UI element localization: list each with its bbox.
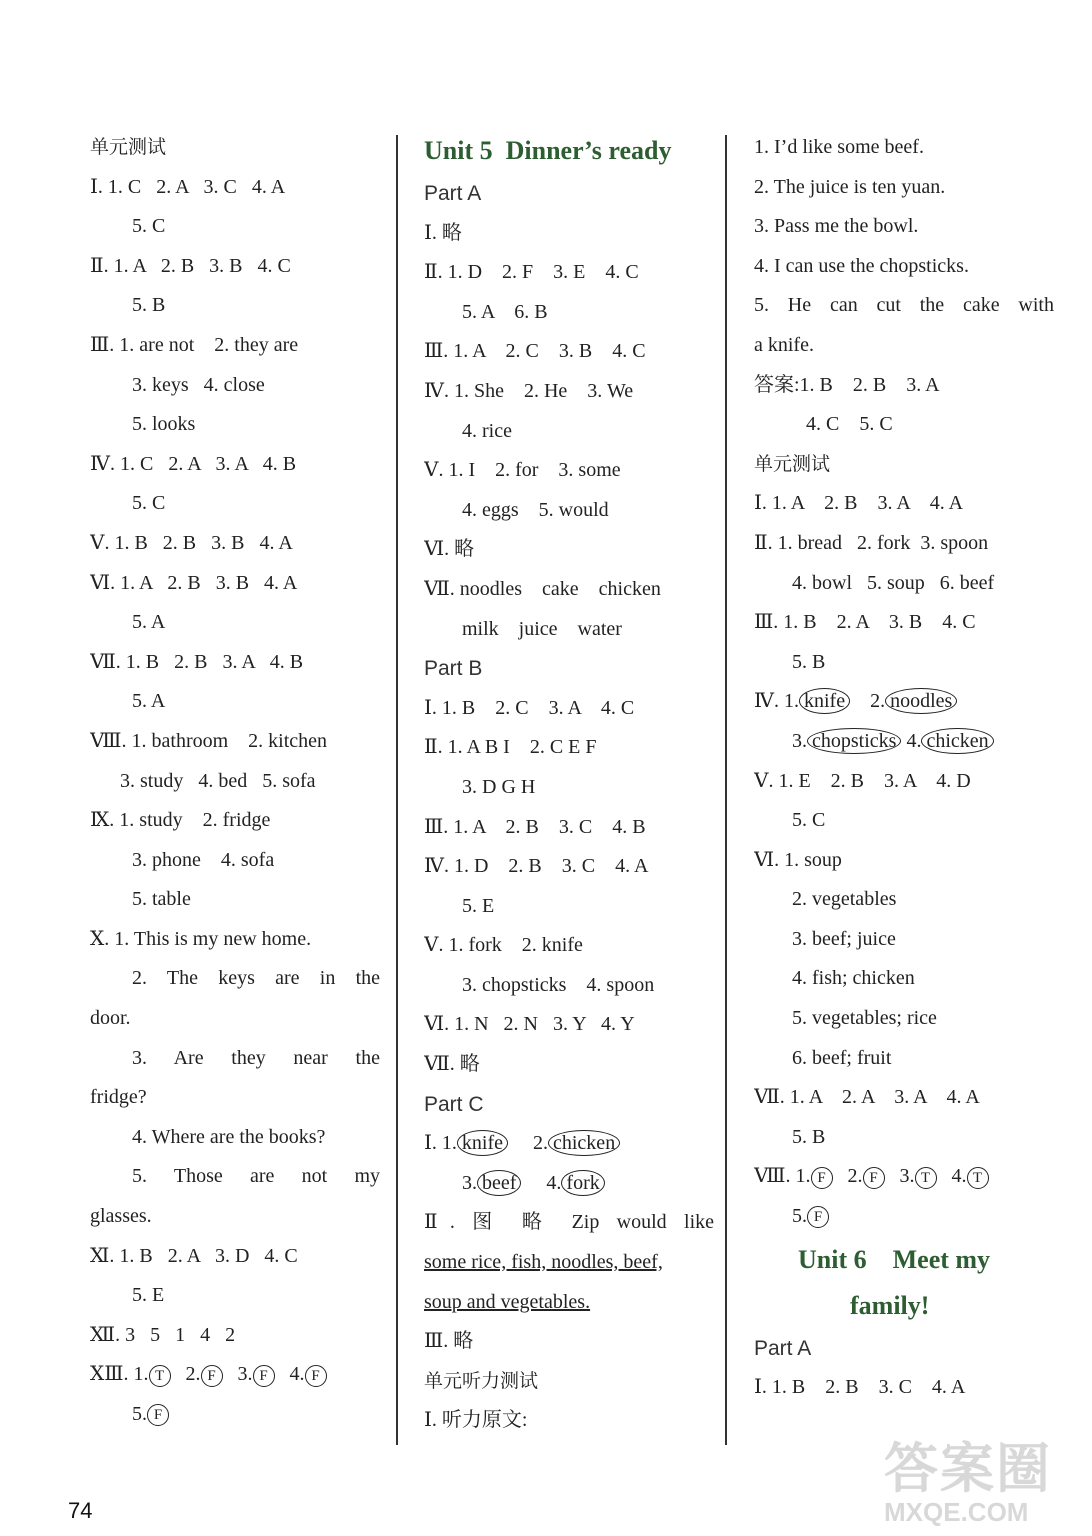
answer-number: Ⅷ. 1. [754, 1165, 811, 1188]
circled-letter: T [967, 1167, 989, 1189]
answer-line: a knife. [754, 333, 814, 356]
answer-line: Ⅵ. 1. A 2. B 3. B 4. A [90, 571, 298, 594]
column-divider-1 [396, 135, 398, 1445]
answer-line: 4. bowl 5. soup 6. beef [792, 571, 995, 594]
answer-line: Ⅶ. 1. B 2. B 3. A 4. B [90, 650, 304, 673]
answer-line: Ⅶ. 1. A 2. A 3. A 4. A [754, 1086, 980, 1109]
answer-line: Ⅲ. 1. are not 2. they are [90, 333, 299, 356]
answer-line: Ⅲ. 略 [424, 1330, 474, 1353]
answer-number: 4. [521, 1171, 562, 1194]
answer-line: Ⅶ. noodles cake chicken [424, 577, 661, 600]
page-number: 74 [68, 1498, 93, 1523]
answer-line: Ⅵ. 1. soup [754, 848, 842, 871]
circled-word: noodles [885, 688, 957, 714]
circled-word: chicken [548, 1130, 620, 1156]
answer-number: 3. [462, 1171, 477, 1194]
answer-line: Ⅶ. 略 [424, 1053, 480, 1076]
answer-line: 1. I’d like some beef. [754, 136, 924, 158]
answer-line: 3. Pass me the bowl. [754, 215, 919, 238]
answer-line: Unit 6 Meet my [798, 1244, 991, 1274]
answer-line: 2. The juice is ten yuan. [754, 175, 946, 198]
answer-line: 3. chopsticks 4. spoon [462, 973, 655, 996]
answer-line: some rice, fish, noodles, beef, [424, 1251, 663, 1274]
answer-line: 单元测试 [754, 452, 831, 475]
answer-line: Ⅱ. 1. D 2. F 3. E 4. C [424, 261, 639, 284]
answer-line: 3. study 4. bed 5. sofa [120, 769, 316, 792]
answer-line: 4. C 5. C [806, 413, 893, 436]
answer-line: Ⅰ. 1. B 2. C 3. A 4. C [424, 696, 635, 719]
watermark-title: 答案圈 [884, 1437, 1052, 1500]
answer-number: 5. [792, 1205, 807, 1228]
answer-number: Ⅰ. 1. [424, 1132, 457, 1155]
answer-line: 3. phone 4. sofa [132, 848, 275, 871]
column-divider-2 [725, 135, 727, 1445]
answer-line: Ⅺ. 1. B 2. A 3. D 4. C [90, 1244, 298, 1267]
answer-line: Ⅴ. 1. B 2. B 3. B 4. A [90, 531, 293, 554]
answer-line: 4. Where are the books? [132, 1125, 326, 1148]
answer-line: Ⅸ. 1. study 2. fridge [90, 809, 271, 832]
answer-line: Part A [754, 1336, 812, 1360]
answer-line: Ⅴ. 1. fork 2. knife [424, 934, 583, 957]
circled-letter: F [253, 1365, 275, 1387]
answer-line: Ⅷ. 1. F 2. F 3. T 4. T [754, 1157, 1054, 1197]
answer-line: Ⅳ. 1. She 2. He 3. We [424, 379, 634, 402]
answer-line: Ⅰ. 1. B 2. B 3. C 4. A [754, 1376, 966, 1399]
answer-line: Ⅹ. 1. This is my new home. [90, 927, 312, 950]
answer-line: 3. keys 4. close [132, 373, 265, 396]
answer-line: Ⅷ. 1. bathroom 2. kitchen [90, 729, 328, 752]
answer-line: 5. C [132, 492, 166, 515]
answer-line: Ⅲ. 1. B 2. A 3. B 4. C [754, 611, 976, 634]
circled-word: knife [799, 688, 850, 714]
answer-line: 5. E [132, 1284, 165, 1307]
circled-letter: T [149, 1365, 171, 1387]
answer-number: 5. [132, 1403, 147, 1425]
answer-line: 4. I can use the chopsticks. [754, 254, 969, 277]
answer-line: 4. fish; chicken [792, 967, 915, 990]
answer-line: Ⅰ. 1. A 2. B 3. A 4. A [754, 492, 964, 515]
answer-line: 5. C [132, 215, 166, 238]
answer-line: 答案:1. B 2. B 3. A [754, 373, 940, 396]
answer-line: Ⅳ. 1. D 2. B 3. C 4. A [424, 855, 649, 878]
answer-line: 6. beef; fruit [792, 1046, 892, 1069]
answer-line: 3. Are they near the [132, 1046, 380, 1069]
answer-line: Unit 5 Dinner’s ready [424, 136, 672, 165]
circled-word: knife [457, 1130, 508, 1156]
answer-line: 4. eggs 5. would [462, 498, 609, 521]
answer-number: ⅩⅢ. 1. [90, 1363, 149, 1386]
answer-line: Ⅵ. 略 [424, 538, 475, 561]
answer-line: 5. A [132, 690, 166, 713]
answer-line: Ⅴ. 1. E 2. B 3. A 4. D [754, 769, 971, 792]
answer-line: 5. B [132, 294, 166, 317]
answer-line: 2. vegetables [792, 888, 897, 911]
watermark-url: MXQE.COM [884, 1497, 1029, 1527]
answer-line: 5. E [462, 894, 495, 917]
answer-line: 5. A [132, 611, 166, 634]
answer-line: Ⅱ. 1. bread 2. fork 3. spoon [754, 531, 989, 554]
answer-number: 3. [792, 729, 807, 752]
answer-line: 5. looks [132, 413, 196, 436]
circled-word: chicken [921, 728, 993, 754]
answer-line: Ⅴ. 1. I 2. for 3. some [424, 459, 621, 482]
answer-line: 5. C [792, 809, 826, 832]
answer-line: ⅩⅢ. 1. T 2. F 3. F 4. F [90, 1355, 380, 1395]
answer-line: fridge? [90, 1086, 147, 1109]
answer-line [754, 1197, 1054, 1237]
answer-number: 4. [901, 729, 922, 752]
circled-letter: T [915, 1167, 937, 1189]
answer-line: Part A [424, 182, 482, 205]
answer-number: Ⅳ. 1. [754, 690, 799, 713]
circled-letter: F [147, 1404, 169, 1426]
answer-line: Ⅱ. 1. A B I 2. C E F [424, 736, 597, 759]
answer-line [754, 682, 1054, 722]
circled-letter: F [811, 1167, 833, 1189]
answer-line [424, 1164, 714, 1204]
answer-line: Part C [424, 1092, 484, 1116]
answer-line: 5. He can cut the cake with [754, 294, 1054, 317]
watermark-logo [884, 1437, 1084, 1530]
answer-line: 2. The keys are in the [132, 967, 380, 990]
circled-letter: F [863, 1167, 885, 1189]
answer-line: Part B [424, 657, 483, 681]
answer-line: 5. B [792, 650, 826, 673]
answer-line: 5. B [792, 1125, 826, 1148]
answer-line: 5. Those are not my [132, 1165, 380, 1188]
answer-line: family! [850, 1290, 930, 1320]
answer-line: 4. rice [462, 419, 512, 442]
answer-line: Ⅻ. 3 5 1 4 2 [90, 1323, 236, 1346]
answer-line: milk juice water [462, 617, 622, 640]
answer-line: Ⅳ. 1. C 2. A 3. A 4. B [90, 452, 297, 475]
answer-line: Ⅰ. 1. C 2. A 3. C 4. A [90, 175, 286, 198]
answer-line [90, 1395, 380, 1435]
answer-line [424, 1124, 714, 1164]
answer-line: Ⅲ. 1. A 2. B 3. C 4. B [424, 815, 646, 838]
answer-line: 单元测试 [90, 136, 167, 158]
answer-line [754, 722, 1054, 762]
answer-column-1 [90, 128, 380, 1435]
answer-line: 3. beef; juice [792, 927, 896, 950]
answer-line: Ⅱ. 1. A 2. B 3. B 4. C [90, 254, 291, 277]
circled-letter: F [807, 1206, 829, 1228]
answer-line: 5. table [132, 888, 191, 911]
answer-line: 单元听力测试 [424, 1369, 539, 1392]
answer-line: Ⅰ. 略 [424, 221, 462, 244]
answer-line: glasses. [90, 1205, 152, 1228]
circled-word: beef [477, 1170, 521, 1196]
answer-line: 5. vegetables; rice [792, 1007, 937, 1030]
answer-number: 2. [850, 690, 886, 713]
circled-word: fork [561, 1170, 604, 1196]
answer-line: 5. A 6. B [462, 300, 548, 323]
answer-column-3 [754, 128, 1054, 1408]
answer-line: 3. D G H [462, 775, 536, 798]
answer-number: 2. [508, 1132, 548, 1155]
answer-line: Ⅵ. 1. N 2. N 3. Y 4. Y [424, 1013, 635, 1036]
answer-line: Ⅲ. 1. A 2. C 3. B 4. C [424, 340, 646, 363]
answer-line: door. [90, 1007, 131, 1030]
answer-line: Ⅱ. 图 略 Zip would like [424, 1211, 714, 1234]
answer-column-2 [424, 128, 714, 1441]
answer-line: Ⅰ. 听力原文: [424, 1409, 528, 1432]
circled-word: chopsticks [807, 728, 901, 754]
circled-letter: F [305, 1365, 327, 1387]
answer-line: soup and vegetables. [424, 1290, 591, 1313]
circled-letter: F [201, 1365, 223, 1387]
